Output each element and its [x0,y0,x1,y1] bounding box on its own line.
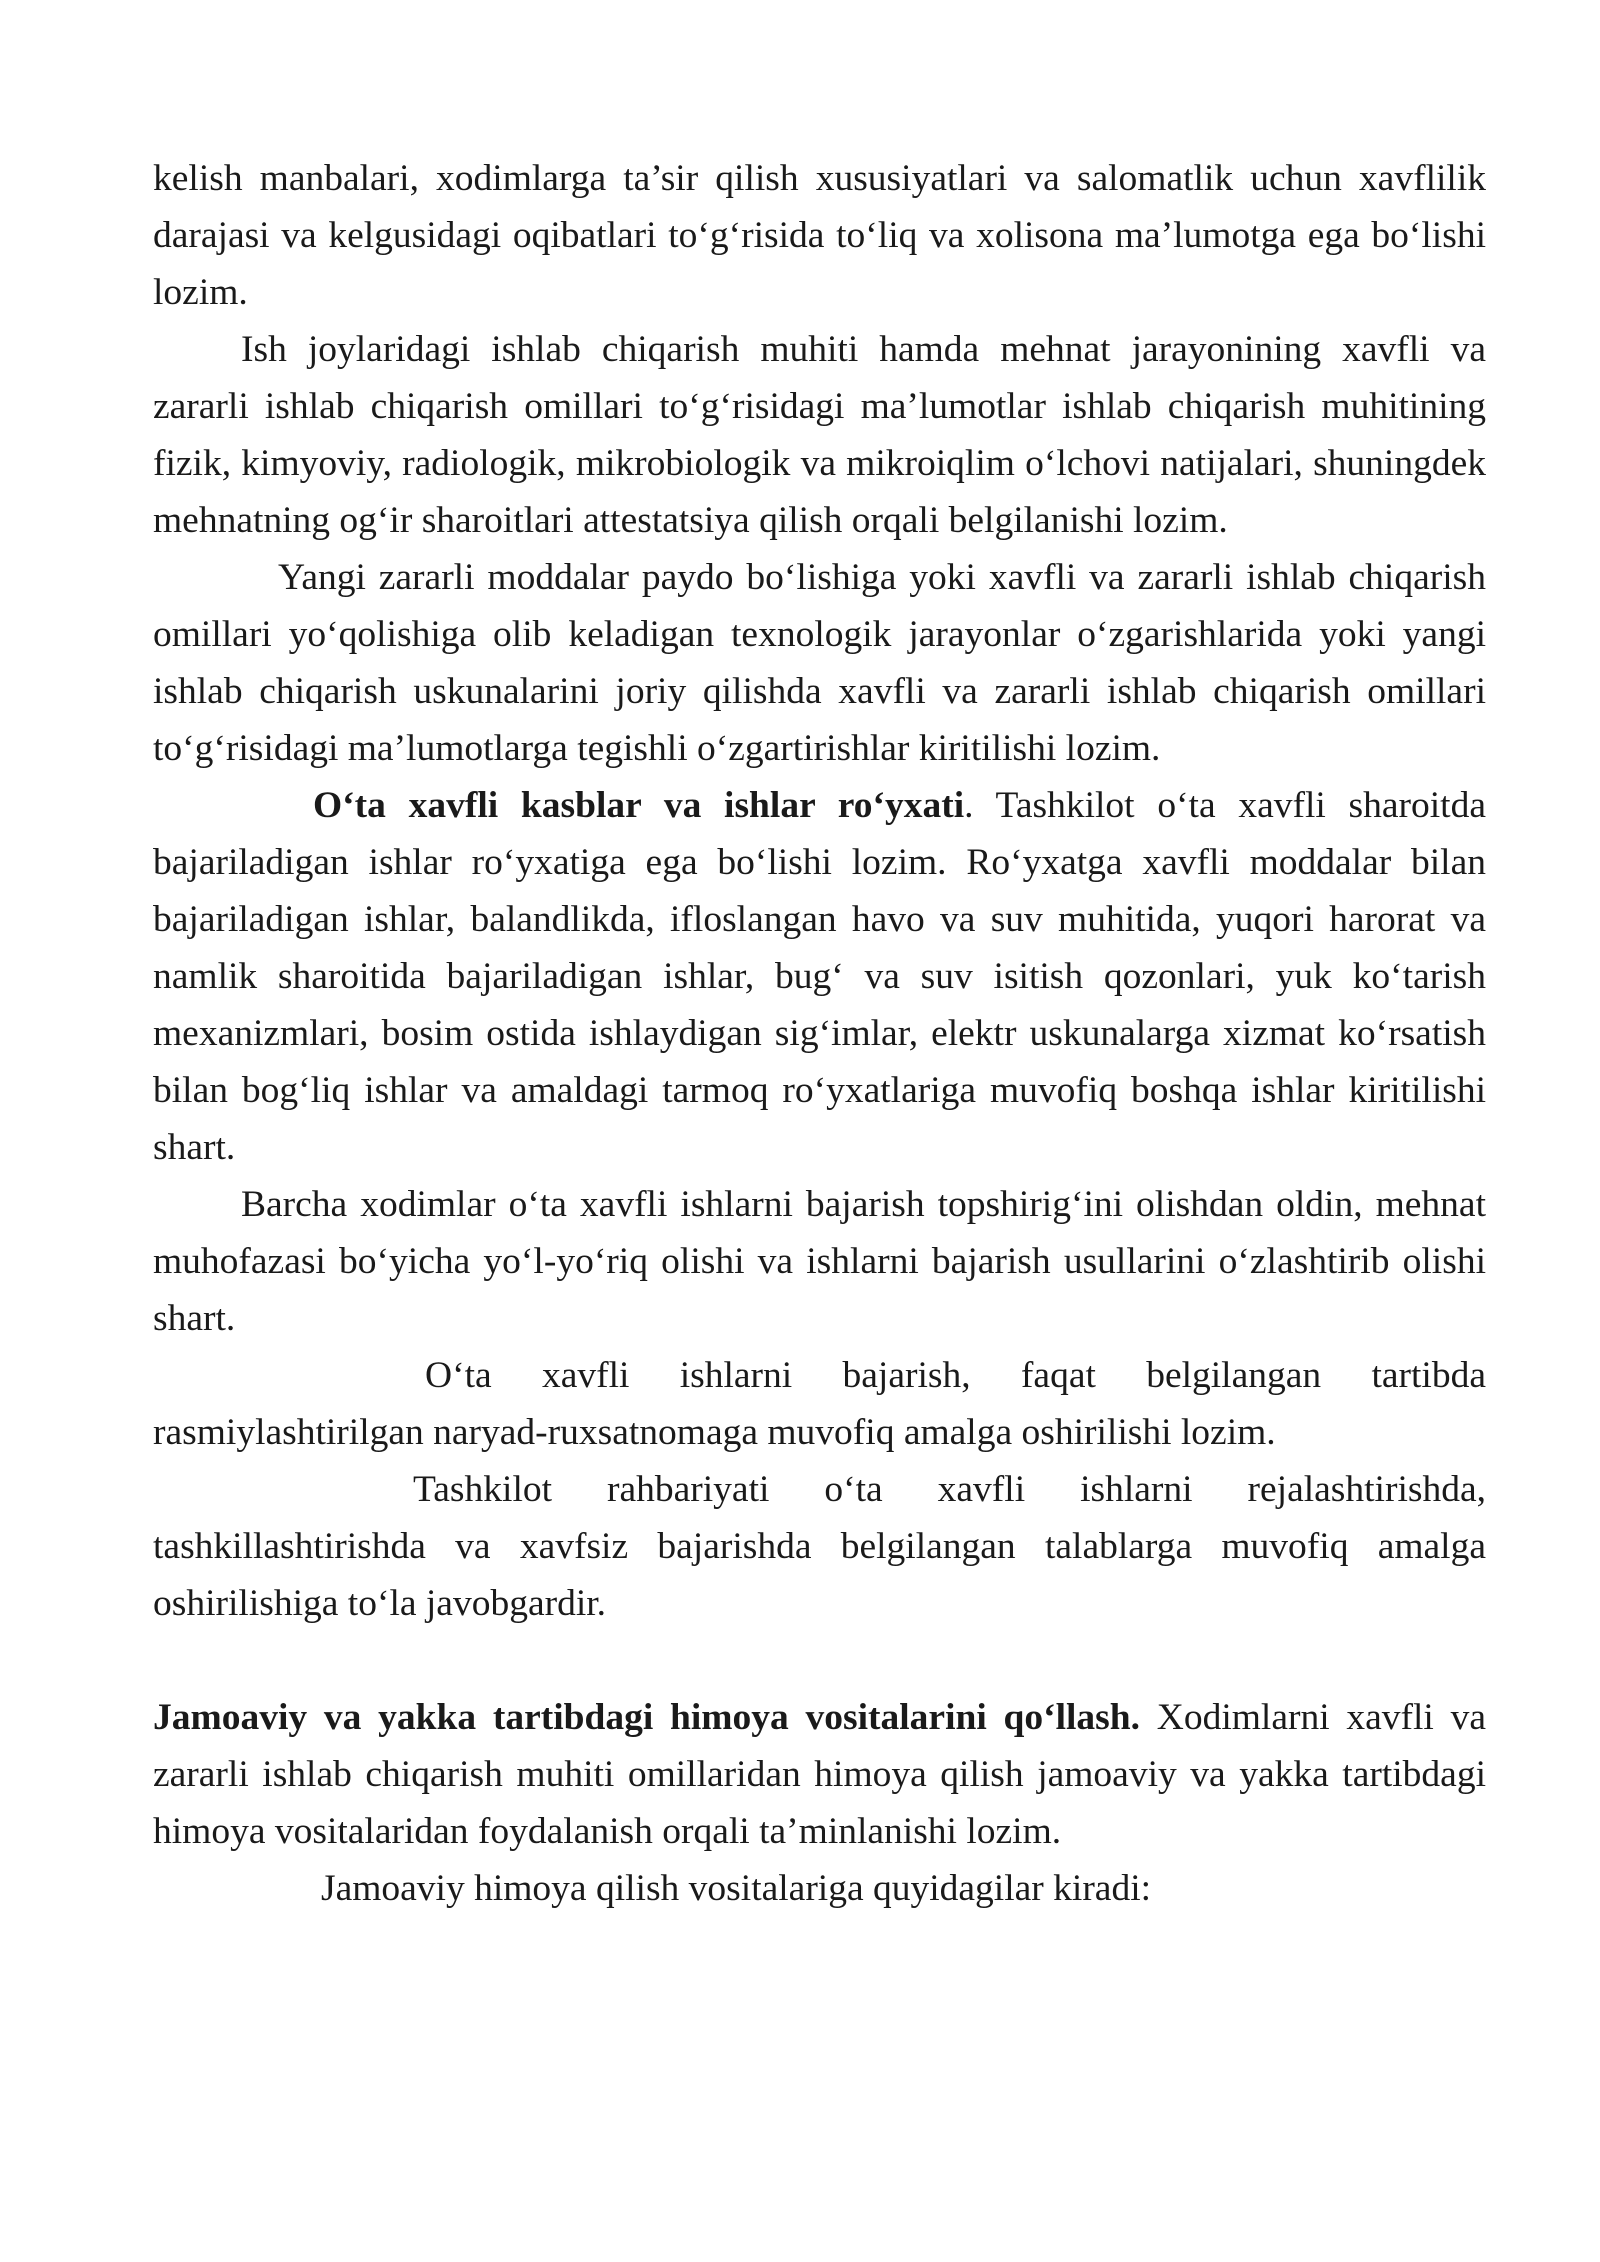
paragraph-work-permit: O‘ta xavfli ishlarni bajarish, faqat belgilangan tartibda rasmiylashtirilgan naryad-ruxsatnomaga muvofiq amalga oshirilishi lozim. [153,1355,1486,1453]
document-page [153,150,1486,1917]
paragraph-worker-instruction: Barcha xodimlar o‘ta xavfli ishlarni bajarish topshirig‘ini olishdan oldin, mehnat muhofazasi bo‘yicha yo‘l-yo‘riq olishi va ishlarni bajarish usullarini o‘zlashtirib olishi shart. [153,1184,1486,1339]
paragraph-info-sources: kelish manbalari, xodimlarga ta’sir qilish xususiyatlari va salomatlik uchun xavflilik darajasi va kelgusidagi oqibatlari to‘g‘risida to‘liq va xolisona ma’lumotga ega bo‘lishi lozim. [153,158,1486,313]
paragraph-hazardous-jobs-list [153,777,1486,1176]
paragraph-protective-equipment [153,1689,1486,1860]
paragraph-text: Xodimlarni xavfli va zararli ishlab chiqarish muhiti omillaridan himoya qilish jamoaviy va yakka tartibdagi himoya vositalaridan foydalanish orqali ta’minlanishi lozim. [153,1697,1486,1852]
section-heading-protective-equipment: Jamoaviy va yakka tartibdagi himoya vositalarini qo‘llash. [153,1697,1141,1738]
paragraph-text: . Tashkilot o‘ta xavfli sharoitda bajariladigan ishlar ro‘yxatiga ega bo‘lishi lozim. Ro‘yxatga xavfli moddalar bilan bajariladigan ishlar, balandlikda, ifloslangan havo va suv muhitida, yuqori harorat va namlik sharoitida bajariladigan ishlar, bug‘ va suv isitish qozonlari, yuk ko‘tarish mexanizmlari, bosim ostida ishlaydigan sig‘imlar, elektr uskunalarga xizmat ko‘rsatish bilan bog‘liq ishlar va amaldagi tarmoq ro‘yxatlariga muvofiq boshqa ishlar kiritilishi shart. [153,785,1486,1168]
paragraph-management-responsibility: Tashkilot rahbariyati o‘ta xavfli ishlarni rejalashtirishda, tashkillashtirishda va xavfsiz bajarishda belgilangan talablarga muvofiq amalga oshirilishiga to‘la javobgardir. [153,1469,1486,1624]
paragraph-new-harmful-substances: Yangi zararli moddalar paydo bo‘lishiga yoki xavfli va zararli ishlab chiqarish omillari yo‘qolishiga olib keladigan texnologik jarayonlar o‘zgarishlarida yoki yangi ishlab chiqarish uskunalarini joriy qilishda xavfli va zararli ishlab chiqarish omillari to‘g‘risidagi ma’lumotlarga tegishli o‘zgartirishlar kiritilishi lozim. [153,557,1486,769]
paragraph-workplace-factors: Ish joylaridagi ishlab chiqarish muhiti hamda mehnat jarayonining xavfli va zararli ishlab chiqarish omillari to‘g‘risidagi ma’lumotlar ishlab chiqarish muhitining fizik, kimyoviy, radiologik, mikrobiologik va mikroiqlim o‘lchovi natijalari, shuningdek mehnatning og‘ir sharoitlari attestatsiya qilish orqali belgilanishi lozim. [153,329,1486,541]
section-heading-hazardous-jobs: O‘ta xavfli kasblar va ishlar ro‘yxati [313,785,965,826]
paragraph-collective-protection-intro: Jamoaviy himoya qilish vositalariga quyidagilar kiradi: [321,1868,1152,1909]
paragraph-gap [153,1632,1486,1689]
